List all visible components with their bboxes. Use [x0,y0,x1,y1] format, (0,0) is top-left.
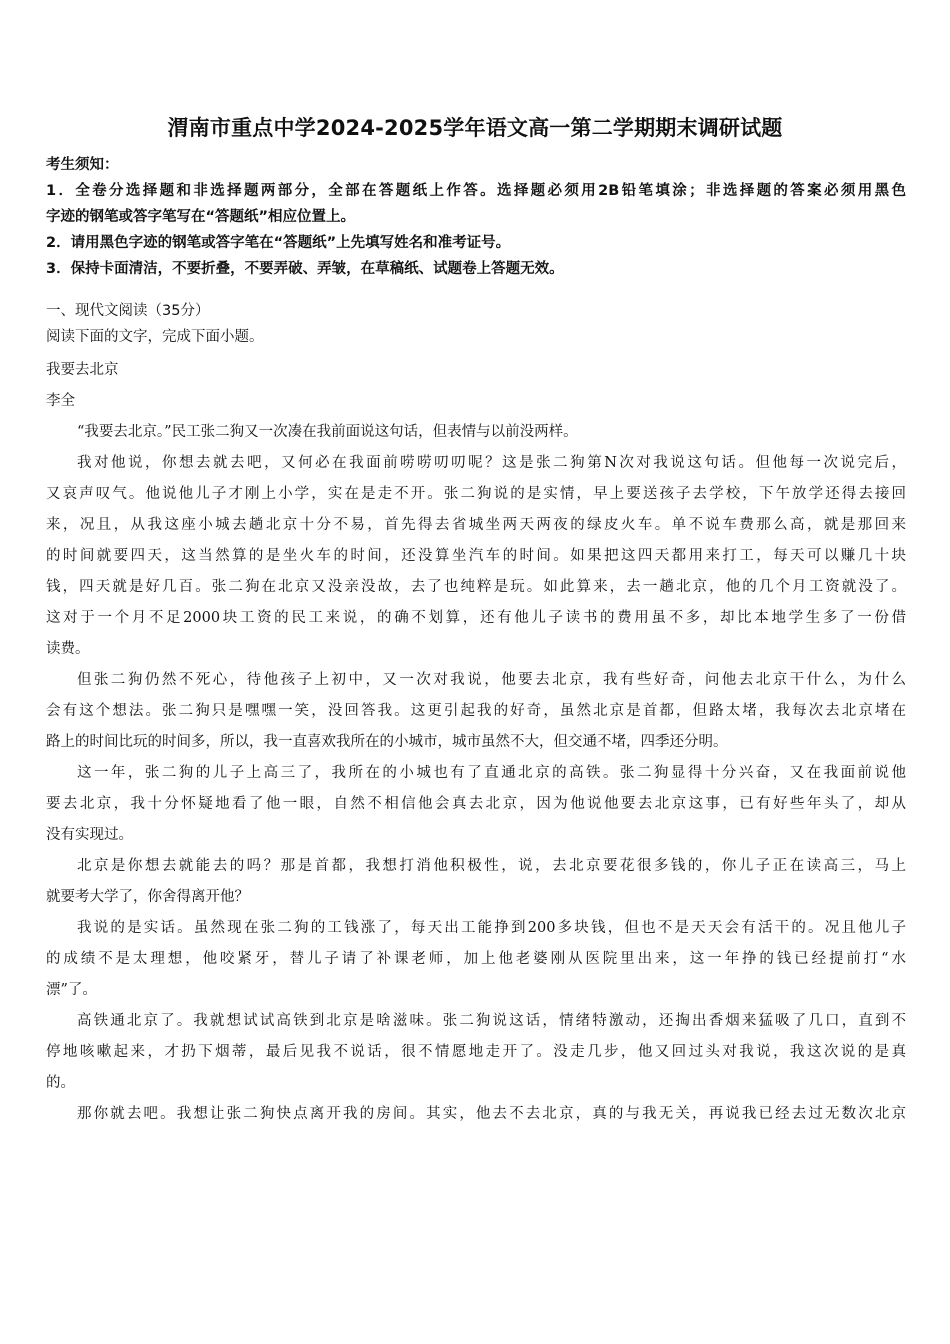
passage-line: 没有实现过。 [46,827,133,843]
article-author: 李全 [46,393,75,409]
passage-line: 停地咳嗽起来，才扔下烟蒂，最后见我不说话，很不情愿地走开了。没走几步，他又回过头对我说，我这次说的是真 [46,1044,906,1060]
notice-heading: 考生须知： [46,157,119,173]
notice-line: 3．保持卡面清洁，不要折叠，不要弄破、弄皱，在草稿纸、试题卷上答题无效。 [46,261,564,277]
passage-line: 就要考大学了，你舍得离开他？ [46,889,249,905]
exam-notice [46,152,906,282]
passage-line: “我要去北京。”民工张二狗又一次凑在我前面说这句话，但表情与以前没两样。 [77,424,578,440]
passage-line: 这一年，张二狗的儿子上高三了，我所在的小城也有了直通北京的高铁。张二狗显得十分兴奋，又在我面前说他 [77,765,906,781]
passage-line: 的。 [46,1075,75,1091]
passage-line: 钱，四天就是好几百。张二狗在北京又没亲没故，去了也纯粹是玩。如此算来，去一趟北京，他的几个月工资就没了。 [46,579,906,595]
exam-title: 渭南市重点中学2024-2025学年语文高一第二学期期末调研试题 [167,116,783,140]
passage-line: 要去北京，我十分怀疑地看了他一眼，自然不相信他会真去北京，因为他说他要去北京这事，已有好些年头了，却从 [46,796,906,812]
passage-line: 我说的是实话。虽然现在张二狗的工钱涨了，每天出工能挣到200多块钱，但也不是天天会有活干的。况且他儿子 [77,920,906,936]
passage-line: 高铁通北京了。我就想试试高铁到北京是啥滋味。张二狗说这话，情绪特激动，还掏出香烟来猛吸了几口，直到不 [77,1013,906,1029]
section-heading: 一、现代文阅读（35分） [46,303,210,319]
passage-line: 的成绩不是太理想，他咬紧牙，替儿子请了补课老师，加上他老婆刚从医院里出来，这一年挣的钱已经提前打“水 [46,951,906,967]
passage-line: 又哀声叹气。他说他儿子才刚上小学，实在是走不开。张二狗说的是实情，早上要送孩子去学校，下午放学还得去接回 [46,486,906,502]
passage-line: 这对于一个月不足2000块工资的民工来说，的确不划算，还有他儿子读书的费用虽不多，却比本地学生多了一份借 [46,610,906,626]
passage-line: 北京是你想去就能去的吗？那是首都，我想打消他积极性，说，去北京要花很多钱的，你儿子正在读高三，马上 [77,858,906,874]
instruction-text: 阅读下面的文字，完成下面小题。 [46,329,264,345]
passage-line: 来，况且，从我这座小城去趟北京十分不易，首先得去省城坐两天两夜的绿皮火车。单不说车费那么高，就是那回来 [46,517,906,533]
passage-line: 我对他说，你想去就去吧，又何必在我面前唠唠叨叨呢？这是张二狗第N次对我说这句话。但他每一次说完后， [77,455,906,471]
passage-line: 但张二狗仍然不死心，待他孩子上初中，又一次对我说，他要去北京，我有些好奇，问他去北京干什么，为什么 [77,672,906,688]
passage-line: 那你就去吧。我想让张二狗快点离开我的房间。其实，他去不去北京，真的与我无关，再说我已经去过无数次北京 [77,1106,906,1122]
passage-line: 会有这个想法。张二狗只是嘿嘿一笑，没回答我。这更引起我的好奇，虽然北京是首都，但路太堵，我每次去北京堵在 [46,703,906,719]
passage-line: 的时间就要四天，这当然算的是坐火车的时间，还没算坐汽车的时间。如果把这四天都用来打工，每天可以赚几十块 [46,548,906,564]
notice-line: 2．请用黑色字迹的钢笔或答字笔在“答题纸”上先填写姓名和准考证号。 [46,235,511,251]
passage-line: 漂”了。 [46,982,97,998]
passage-line: 读费。 [46,641,90,657]
passage-line: 路上的时间比玩的时间多，所以，我一直喜欢我所在的小城市，城市虽然不大，但交通不堵，四季还分明。 [46,734,728,750]
notice-line: 字迹的钢笔或答字笔写在“答题纸”相应位置上。 [46,209,356,225]
notice-line: 1．全卷分选择题和非选择题两部分，全部在答题纸上作答。选择题必须用2B铅笔填涂；非选择题的答案必须用黑色 [46,183,906,199]
article-title: 我要去北京 [46,362,119,378]
reading-passage [46,326,906,1130]
